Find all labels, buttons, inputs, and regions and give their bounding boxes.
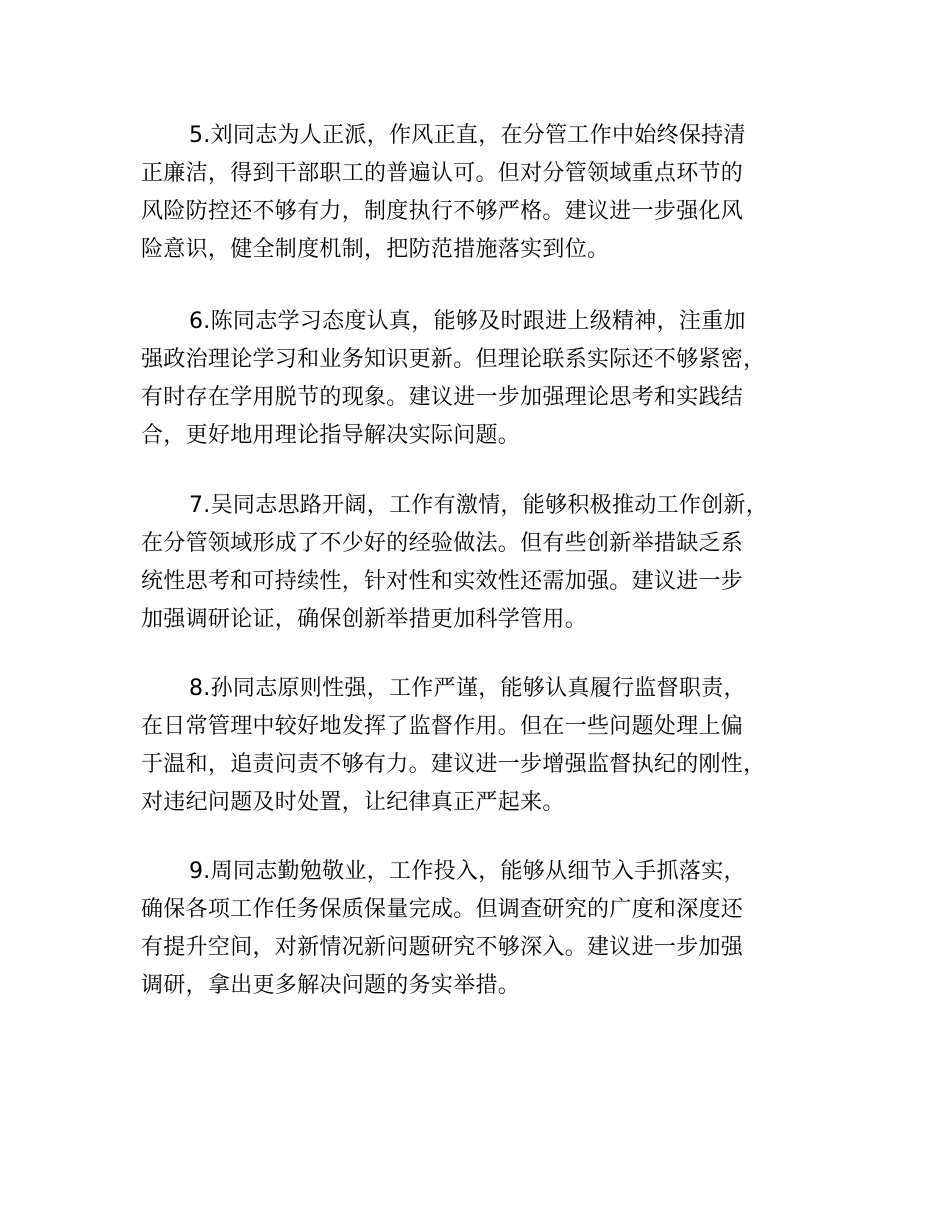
- paragraph-line: 确保各项工作任务保质保量完成。但调查研究的广度和深度还: [141, 897, 744, 922]
- paragraph-line: 对违纪问题及时处置，让纪律真正严起来。: [141, 790, 565, 815]
- paragraph-9: [141, 853, 821, 1005]
- paragraph-line: 在分管领域形成了不少好的经验做法。但有些创新举措缺乏系: [141, 531, 744, 556]
- paragraph-line: 正廉洁，得到干部职工的普遍认可。但对分管领域重点环节的: [141, 161, 744, 186]
- paragraph-line: 险意识，健全制度机制，把防范措施落实到位。: [141, 237, 610, 262]
- paragraph-line: 合，更好地用理论指导解决实际问题。: [141, 423, 521, 448]
- paragraph-line: 在日常管理中较好地发挥了监督作用。但在一些问题处理上偏: [141, 714, 744, 739]
- paragraph-line: 6.陈同志学习态度认真，能够及时跟进上级精神，注重加: [189, 309, 746, 334]
- paragraph-7: [141, 487, 821, 639]
- paragraph-line: 风险防控还不够有力，制度执行不够严格。建议进一步强化风: [141, 199, 744, 224]
- paragraph-line: 有时存在学用脱节的现象。建议进一步加强理论思考和实践结: [141, 385, 744, 410]
- paragraph-line: 统性思考和可持续性，针对性和实效性还需加强。建议进一步: [141, 569, 744, 594]
- paragraph-line: 强政治理论学习和业务知识更新。但理论联系实际还不够紧密，: [141, 347, 766, 372]
- paragraph-line: 8.孙同志原则性强，工作严谨，能够认真履行监督职责，: [189, 676, 746, 701]
- paragraph-6: [141, 303, 821, 455]
- paragraph-line: 9.周同志勤勉敬业，工作投入，能够从细节入手抓落实，: [189, 859, 746, 884]
- paragraph-line: 7.吴同志思路开阔，工作有激情，能够积极推动工作创新，: [189, 493, 769, 518]
- paragraph-line: 加强调研论证，确保创新举措更加科学管用。: [141, 607, 588, 632]
- paragraph-line: 于温和，追责问责不够有力。建议进一步增强监督执纪的刚性，: [141, 752, 766, 777]
- paragraph-5: [141, 117, 821, 269]
- paragraph-line: 5.刘同志为人正派，作风正直，在分管工作中始终保持清: [189, 123, 746, 148]
- paragraph-line: 有提升空间，对新情况新问题研究不够深入。建议进一步加强: [141, 935, 744, 960]
- paragraph-8: [141, 670, 821, 822]
- paragraph-line: 调研，拿出更多解决问题的务实举措。: [141, 973, 521, 998]
